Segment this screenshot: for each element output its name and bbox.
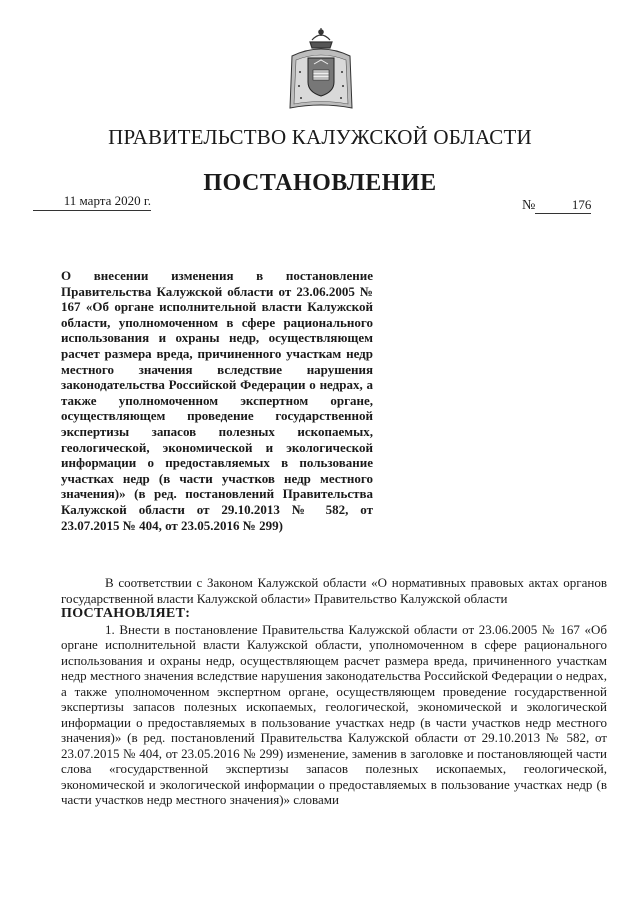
document-date: 11 марта 2020 г. (33, 193, 151, 211)
number-prefix: № (522, 198, 536, 213)
preamble-paragraph: В соответствии с Законом Калужской области «О нормативных правовых актах органов государственной власти Калужской области» Правительство Калужской области (61, 575, 607, 606)
item-1-paragraph: 1. Внести в постановление Правительства Калужской области от 23.06.2005 № 167 «Об органе исполнительной власти Калужской области, уполномоченном в сфере рационального использования и охраны недр, осуществляющем расчет размера вреда, причиненного участкам недр местного значения вследствие нарушения законодательства Российской Федерации о недрах, а также уполномоченном экспертном органе, осуществляющем проведение государственной экспертизы запасов полезных ископаемых, геологической, экономической и экологической информации о предоставляемых в пользование участках недр (в части участков недр местного значения)» (в ред. постановлений Правительства Калужской области от 29.10.2013 № 582, от 23.07.2015 № 404, от 23.05.2016 № 299) изменение, заменив в заголовке и постановляющей части слова «государственной экспертизы запасов полезных ископаемых, геологической, экономической и экологической информации о предоставляемых в пользование участках недр (в части участков недр местного значения)» словами (61, 621, 607, 807)
number-value: 176 (535, 197, 591, 214)
document-number (522, 197, 591, 214)
decrees-label: ПОСТАНОВЛЯЕТ: (61, 606, 191, 621)
decree-heading: О внесении изменения в постановление Правительства Калужской области от 23.06.2005 № 167 «Об органе исполнительной власти Калужской области, уполномоченном в сфере рационального использования и охраны недр, осуществляющем расчет размера вреда, причиненного участкам недр местного значения вследствие нарушения законодательства Российской Федерации о недрах, а также уполномоченном экспертном органе, осуществляющем проведение государственной экспертизы запасов полезных ископаемых, геологической, экономической и экологической информации о предоставляемых в пользование участках недр (в части участков недр местного значения)» (в ред. постановлений Правительства Калужской области от 29.10.2013 № 582, от 23.07.2015 № 404, от 23.05.2016 № 299) (61, 268, 373, 533)
coat-of-arms-icon (286, 26, 356, 112)
decree-body (61, 575, 607, 808)
document-type: ПОСТАНОВЛЕНИЕ (203, 170, 437, 196)
government-title: ПРАВИТЕЛЬСТВО КАЛУЖСКОЙ ОБЛАСТИ (108, 125, 532, 149)
